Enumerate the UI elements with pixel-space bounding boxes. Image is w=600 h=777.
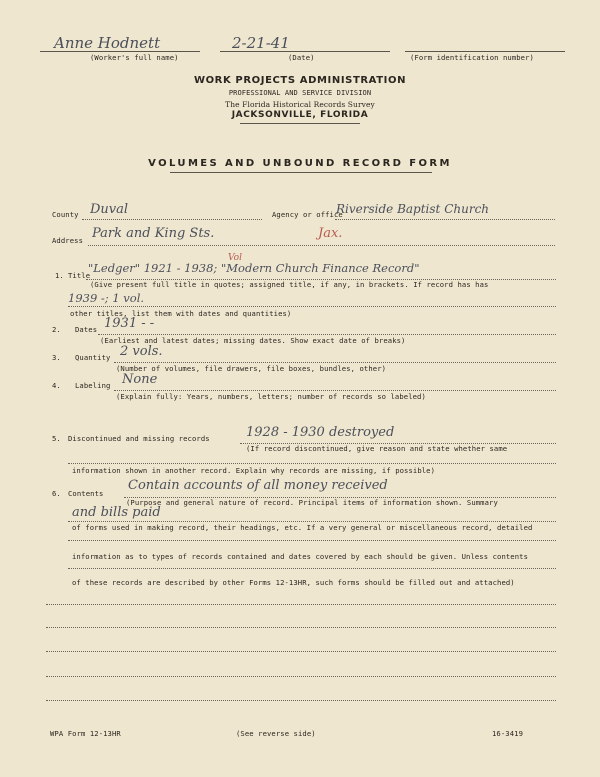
address-note: Jax. [318,226,343,241]
form-title-underline [170,172,432,173]
form-title: VOLUMES AND UNBOUND RECORD FORM [148,158,452,169]
quantity-value: 2 vols. [120,344,163,359]
agency-office-line [335,219,555,220]
dates-num: 2. [52,325,61,334]
title-value: "Ledger" 1921 - 1938; "Modern Church Finance Record" [88,261,420,275]
blank-line [46,604,556,605]
agency-office-label: Agency or office [272,210,343,219]
agency-underline [240,123,360,124]
title-instruction-2: other titles, list them with dates and quantities) [70,309,292,318]
dates-instruction: (Earliest and latest dates; missing dates. Show exact date of breaks) [100,336,406,345]
title-num: 1. [55,271,64,280]
worker-name-line [40,51,200,52]
discontinued-instruction-1: (If record discontinued, give reason and state whether same [246,444,508,453]
county-label: County [52,210,79,219]
date-value: 2-21-41 [232,34,290,52]
date-line [220,51,390,52]
date-label: (Date) [288,53,315,62]
blank-line [46,651,556,652]
contents-value-2: and bills paid [72,505,161,520]
labeling-instruction: (Explain fully: Years, numbers, letters; number of records so labeled) [116,392,426,401]
agency-survey: The Florida Historical Records Survey [225,100,375,109]
contents-line-4 [68,568,556,569]
form-id-label: (Form identification number) [410,53,534,62]
address-label: Address [52,236,83,245]
labeling-label: Labeling [75,381,111,390]
quantity-instruction: (Number of volumes, file drawers, file boxes, bundles, other) [116,364,387,373]
worker-name-value: Anne Hodnett [54,34,161,52]
title-continued: 1939 -; 1 vol. [68,291,145,305]
title-continued-line [68,306,556,307]
blank-line [46,676,556,677]
contents-line-3 [68,540,556,541]
contents-instruction-2: of forms used in making record, their headings, etc. If a very general or miscellaneous record, detailed [72,523,533,532]
dates-label: Dates [75,325,98,334]
discontinued-value: 1928 - 1930 destroyed [246,425,395,440]
form-id-line [405,51,565,52]
contents-num: 6. [52,489,61,498]
dates-line [98,334,556,335]
title-insert: Vol [228,253,242,263]
county-line [82,219,262,220]
address-value: Park and King Sts. [92,226,215,241]
address-line [88,245,555,246]
footer-code: 16-3419 [492,729,523,738]
agency-city: JACKSONVILLE, FLORIDA [231,110,369,120]
discontinued-instruction-2: information shown in another record. Explain why records are missing, if possible) [72,466,436,475]
quantity-num: 3. [52,353,61,362]
agency-title: WORK PROJECTS ADMINISTRATION [193,75,407,86]
footer-form-number: WPA Form 12-13HR [50,729,121,738]
agency-division: PROFESSIONAL AND SERVICE DIVISION [228,89,372,97]
quantity-label: Quantity [75,353,111,362]
county-value: Duval [90,202,129,217]
contents-instruction-1: (Purpose and general nature of record. Principal items of information shown. Summary [126,498,498,507]
blank-line [46,627,556,628]
contents-label: Contents [68,489,104,498]
agency-office-value: Riverside Baptist Church [336,202,490,216]
discontinued-line-2 [68,463,556,464]
footer-reverse-note: (See reverse side) [236,729,316,738]
labeling-num: 4. [52,381,61,390]
contents-line-2 [68,521,556,522]
labeling-value: None [122,372,158,387]
dates-value: 1931 - - [104,316,155,331]
discontinued-label: Discontinued and missing records [68,434,210,443]
blank-line [46,700,556,701]
contents-value-1: Contain accounts of all money received [128,478,388,493]
discontinued-num: 5. [52,434,61,443]
contents-instruction-3: information as to types of records contained and dates covered by each should be given. Unless contents [72,552,529,561]
contents-instruction-4: of these records are described by other Forms 12-13HR, such forms should be filled out and attached) [72,578,515,587]
quantity-line [114,362,556,363]
title-label: Title [68,271,91,280]
title-instruction-1: (Give present full title in quotes; assigned title, if any, in brackets. If record has has [90,280,489,289]
worker-name-label: (Worker's full name) [90,53,179,62]
labeling-line [114,390,556,391]
